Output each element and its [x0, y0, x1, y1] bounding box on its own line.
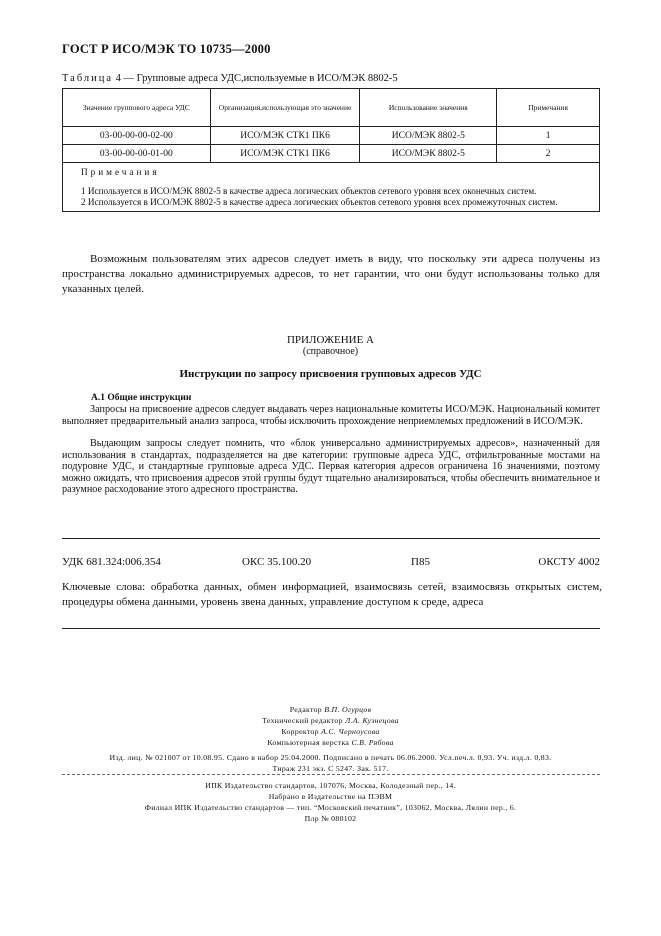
table-notes-row: [63, 163, 600, 212]
appendix-title: ПРИЛОЖЕНИЕ А: [286, 334, 374, 346]
imprint-name: С.В. Рябова: [351, 738, 394, 747]
oks-code: ОКС 35.100.20: [242, 556, 312, 568]
appendix-heading: Инструкции по запросу присвоения групповых адресов УДС: [179, 368, 482, 380]
imprint-label: Технический редактор: [262, 716, 343, 725]
imprint-name: Л.А. Кузнецова: [345, 716, 399, 725]
table-cell: 2: [497, 145, 600, 163]
group-address-table: [62, 88, 600, 212]
column-header: Организация,использующая это значение: [210, 89, 360, 127]
imprint-printer: Филиал ИПК Издательство стандартов — тип. “Московский печатник”, 103062, Москва, Лялин пер., 6.: [144, 803, 517, 812]
table-cell: ИСО/МЭК 8802-5: [360, 127, 497, 145]
imprint-editor: [0, 705, 661, 714]
dashed-divider: [62, 774, 600, 775]
column-header: Значение группового адреса УДС: [63, 89, 211, 127]
imprint-label: Корректор: [281, 727, 319, 736]
divider-bottom: [62, 628, 600, 629]
table-notes-cell: [63, 163, 600, 212]
imprint-license: Плр № 080102: [304, 814, 357, 823]
table-row: [63, 127, 600, 145]
appendix-paragraph-2-text: Выдающим запросы следует помнить, что «блок универсально администрируемых адресов», назначенный для использования в стандартах, подразделяется на две категории: групповые адреса УДС, отфильтрованные мостами на подуровне УДС, и стандартные групповые адреса УДС. Первая категория адресов ограничена 16 значениями, поэтому можно ожидать, что присвоения адресов этой группы будут тщательно анализироваться, чтобы обеспечить внимательное и разумное расходование этого адресного пространства.: [62, 438, 600, 495]
udk-code: УДК 681.324:006.354: [62, 556, 161, 568]
note-item: 2 Используется в ИСО/МЭК 8802-5 в качестве адреса логических объектов сетевого уровня всех промежуточных систем.: [81, 197, 558, 207]
body-paragraph: [62, 252, 600, 297]
imprint-publisher: ИПК Издательство стандартов, 107076, Москва, Колодезный пер., 14.: [205, 781, 456, 790]
imprint-label: Компьютерная верстка: [267, 738, 350, 747]
imprint-layout: [0, 738, 661, 747]
table-cell: 03-00-00-00-02-00: [63, 127, 211, 145]
table-caption-text: 4 — Групповые адреса УДС,используемые в ИСО/МЭК 8802-5: [113, 73, 398, 84]
table-row: [63, 145, 600, 163]
appendix-paragraph-1-text: Запросы на присвоение адресов следует выдавать через национальные комитеты ИСО/МЭК. Национальный комитет выполняет предварительный анализ запроса, чтобы исключить прохождение неприемлемых предложений в ИСО/МЭК.: [62, 404, 600, 427]
note-item: 1 Используется в ИСО/МЭК 8802-5 в качестве адреса логических объектов сетевого уровня всех оконечных систем.: [81, 186, 537, 196]
keywords: Ключевые слова: обработка данных, обмен информацией, взаимосвязь сетей, взаимосвязь открытых систем, процедуры обмена данными, уровень звена данных, управление доступом к среде, адреса: [62, 581, 602, 608]
appendix-paragraph-1: [62, 404, 600, 427]
column-header: Использование значения: [360, 89, 497, 127]
imprint-tech-editor: [0, 716, 661, 725]
table-header-row: [63, 89, 600, 127]
divider-top: [62, 538, 600, 539]
imprint-corrector: [0, 727, 661, 736]
table-cell: 1: [497, 127, 600, 145]
table-cell: ИСО/МЭК 8802-5: [360, 145, 497, 163]
standard-header: ГОСТ Р ИСО/МЭК ТО 10735—2000: [62, 42, 271, 56]
table-cell: ИСО/МЭК СТК1 ПК6: [210, 145, 360, 163]
appendix-subtitle: (справочное): [302, 346, 359, 357]
section-heading: A.1 Общие инструкции: [91, 393, 192, 403]
body-paragraph-text: Возможным пользователям этих адресов следует иметь в виду, что поскольку эти адреса получены из пространства локально администрируемых адресов, то нет гарантии, что они будут использованы только для указанных целей.: [62, 253, 600, 295]
imprint-label: Редактор: [289, 705, 322, 714]
table-cell: ИСО/МЭК СТК1 ПК6: [210, 127, 360, 145]
okstu-code: ОКСТУ 4002: [538, 556, 600, 568]
imprint-name: В.П. Огурцов: [324, 705, 372, 714]
appendix-paragraph-2: [62, 438, 600, 496]
imprint-name: А.С. Черноусова: [321, 727, 380, 736]
notes-title: Примечания: [81, 167, 160, 177]
imprint-publishing-info: Изд. лиц. № 021007 от 10.08.95. Сдано в набор 25.04.2000. Подписано в печать 06.06.2000. Усл.печ.л. 0,93. Уч. изд.л. 0,83.: [109, 753, 552, 762]
column-header: Примечания: [497, 89, 600, 127]
table-caption: [62, 73, 398, 84]
imprint-typeset: Набрано в Издательстве на ПЭВМ: [268, 792, 393, 801]
p-code: П85: [411, 556, 430, 568]
table-caption-word: Таблица: [62, 73, 114, 84]
table-cell: 03-00-00-00-01-00: [63, 145, 211, 163]
imprint-print-run: Тираж 231 экз. С 5247. Зак. 517.: [272, 764, 389, 773]
